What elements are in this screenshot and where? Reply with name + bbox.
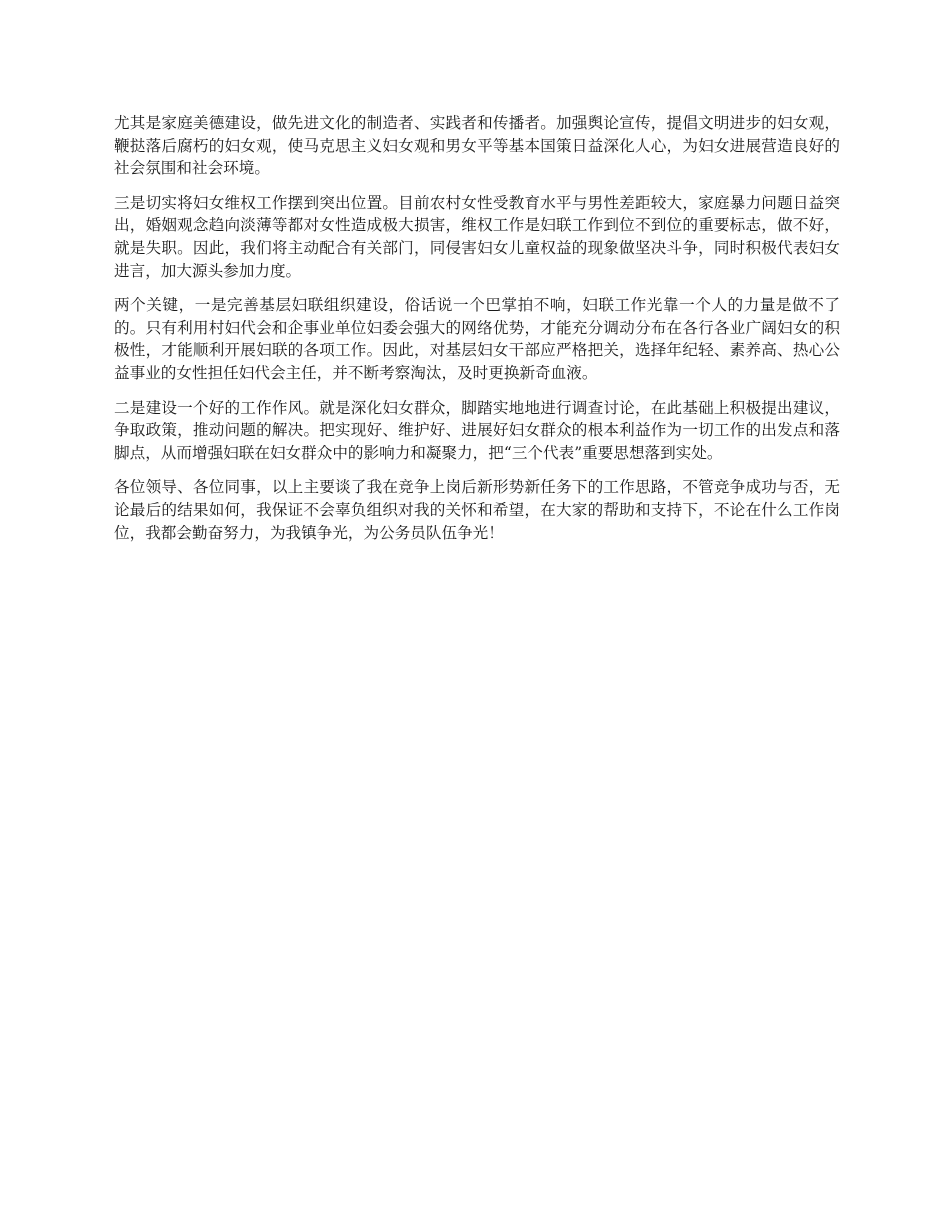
- paragraph-2: 三是切实将妇女维权工作摆到突出位置。目前农村女性受教育水平与男性差距较大，家庭暴力问题日益突出，婚姻观念趋向淡薄等都对女性造成极大损害，维权工作是妇联工作到位不到位的重要标志，做不好，就是失职。因此，我们将主动配合有关部门，同侵害妇女儿童权益的现象做坚决斗争，同时积极代表妇女进言，加大源头参加力度。: [114, 193, 840, 280]
- paragraph-4: 二是建设一个好的工作作风。就是深化妇女群众，脚踏实地地进行调查讨论，在此基础上积极提出建议，争取政策，推动问题的解决。把实现好、维护好、进展好妇女群众的根本利益作为一切工作的出发点和落脚点，从而增强妇联在妇女群众中的影响力和凝聚力，把“三个代表”重要思想落到实处。: [114, 398, 840, 462]
- paragraph-3: 两个关键，一是完善基层妇联组织建设，俗话说一个巴掌拍不响，妇联工作光靠一个人的力量是做不了的。只有利用村妇代会和企事业单位妇委会强大的网络优势，才能充分调动分布在各行各业广阔妇女的积极性，才能顺利开展妇联的各项工作。因此，对基层妇女干部应严格把关，选择年纪轻、素养高、热心公益事业的女性担任妇代会主任，并不断考察淘汰，及时更换新奇血液。: [114, 296, 840, 382]
- paragraph-5: 各位领导、各位同事，以上主要谈了我在竞争上岗后新形势新任务下的工作思路，不管竞争成功与否，无论最后的结果如何，我保证不会辜负组织对我的关怀和希望，在大家的帮助和支持下，不论在什么工作岗位，我都会勤奋努力，为我镇争光，为公务员队伍争光！: [114, 478, 840, 542]
- paragraph-1: 尤其是家庭美德建设，做先进文化的制造者、实践者和传播者。加强舆论宣传，提倡文明进步的妇女观，鞭挞落后腐朽的妇女观，使马克思主义妇女观和男女平等基本国策日益深化人心，为妇女进展营造良好的社会氛围和社会环境。: [114, 114, 840, 178]
- document-body: [114, 112, 840, 556]
